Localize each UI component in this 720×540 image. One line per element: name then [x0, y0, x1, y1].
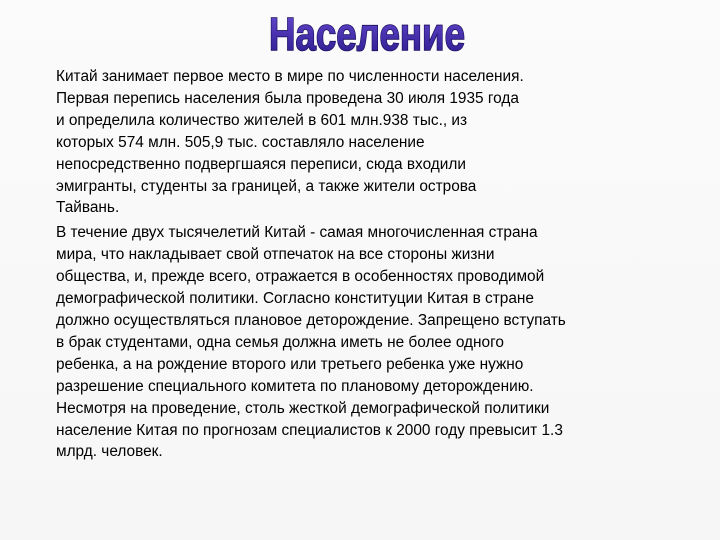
text-line: Несмотря на проведение, столь жесткой демографической политики	[56, 399, 550, 417]
text-line: мира, что накладывает свой отпечаток на все стороны жизни	[56, 246, 495, 264]
text-line: в брак студентами, одна семья должна иметь не более одного	[56, 333, 504, 351]
slide-title	[0, 6, 720, 58]
text-line: и определила количество жителей в 601 млн.938 тыс., из	[56, 111, 468, 129]
text-line: непосредственно подвергшаяся переписи, сюда входили	[56, 155, 466, 173]
title-text: Население	[269, 8, 465, 58]
text-line: В течение двух тысячелетий Китай - самая многочисленная страна	[56, 224, 538, 242]
text-line: должно осуществляться плановое деторождение. Запрещено вступать	[56, 311, 566, 329]
text-line: млрд. человек.	[56, 443, 163, 461]
text-line: демографической политики. Согласно конституции Китая в стране	[56, 290, 534, 308]
wordart-title	[0, 6, 720, 58]
paragraph-1	[56, 66, 666, 219]
text-line: которых 574 млн. 505,9 тыс. составляло население	[56, 133, 425, 151]
text-line: Тайвань.	[56, 199, 120, 217]
paragraph-2	[56, 222, 666, 463]
text-line: население Китая по прогнозам специалистов к 2000 году превысит 1.3	[56, 421, 563, 439]
body-text	[56, 66, 666, 466]
text-line: эмигранты, студенты за границей, а также жители острова	[56, 177, 477, 195]
text-line: разрешение специального комитета по плановому деторождению.	[56, 377, 534, 395]
text-line: общества, и, прежде всего, отражается в особенностях проводимой	[56, 268, 545, 286]
text-line: Китай занимает первое место в мире по численности населения.	[56, 68, 524, 85]
text-line: ребенка, а на рождение второго или третьего ребенка уже нужно	[56, 355, 524, 373]
text-line: Первая перепись населения была проведена 30 июля 1935 года	[56, 89, 519, 107]
